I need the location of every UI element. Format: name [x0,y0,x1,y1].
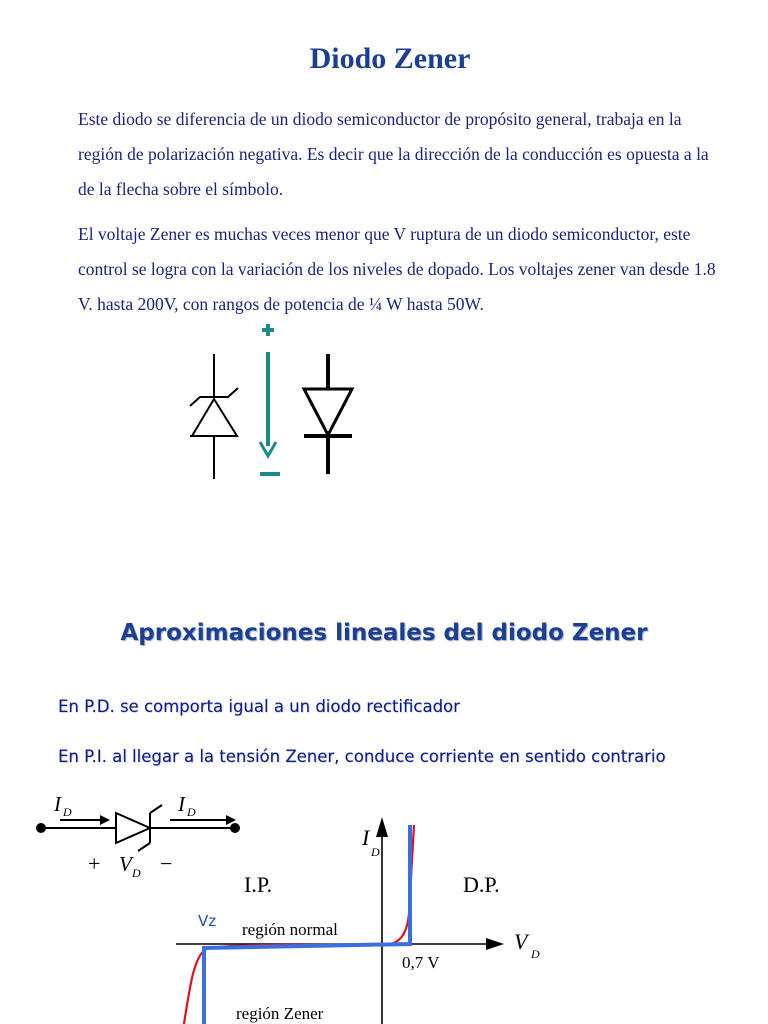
current-label-right: I [178,792,185,816]
zener-diode-symbol [190,354,238,479]
bullet-reverse-bias: En P.I. al llegar a la tensión Zener, conduce corriente en sentido contrario [58,747,666,766]
plus-label: + [88,851,101,876]
zener-symbols-figure [180,318,380,483]
label-direct-polarization: D.P. [463,872,500,897]
x-axis-label: V [514,929,528,954]
zener-iv-curve [170,815,570,1024]
minus-label: − [160,851,173,876]
y-axis-label: I [362,825,370,850]
svg-text:D: D [63,805,72,819]
slide-title-diodo-zener: Diodo Zener [309,42,471,75]
current-label-left: I [54,792,61,816]
label-region-normal: región normal [242,920,338,939]
svg-text:D: D [371,845,380,859]
label-threshold-voltage: 0,7 V [402,953,440,972]
voltage-label: V [119,852,132,876]
svg-text:D: D [132,866,141,880]
label-inverse-polarization: I.P. [244,872,273,897]
paragraph-description: Este diodo se diferencia de un diodo semiconductor de propósito general, trabaja en la región de polarización negativa. Es decir que la dirección de la conducción es opuesta a la de la flecha sobre el símbolo. [78,109,709,199]
slide-title-aproximaciones: Aproximaciones lineales del diodo Zener [120,620,648,646]
label-vz: Vz [198,912,217,930]
minus-sign [260,472,280,476]
label-region-zener: región Zener [236,1004,324,1023]
svg-text:D: D [531,947,540,961]
svg-text:D: D [187,805,196,819]
paragraph-zener-voltage: El voltaje Zener es muchas veces menor que V ruptura de un diodo semiconductor, este control se logra con la variación de los niveles de dopado. Los voltajes zener van desde 1.8 V. hasta 200V, con rangos de potencia de ¼ W hasta 50W. [78,224,716,314]
bullet-direct-bias: En P.D. se comporta igual a un diodo rectificador [58,697,460,716]
diode-symbol [304,354,352,474]
